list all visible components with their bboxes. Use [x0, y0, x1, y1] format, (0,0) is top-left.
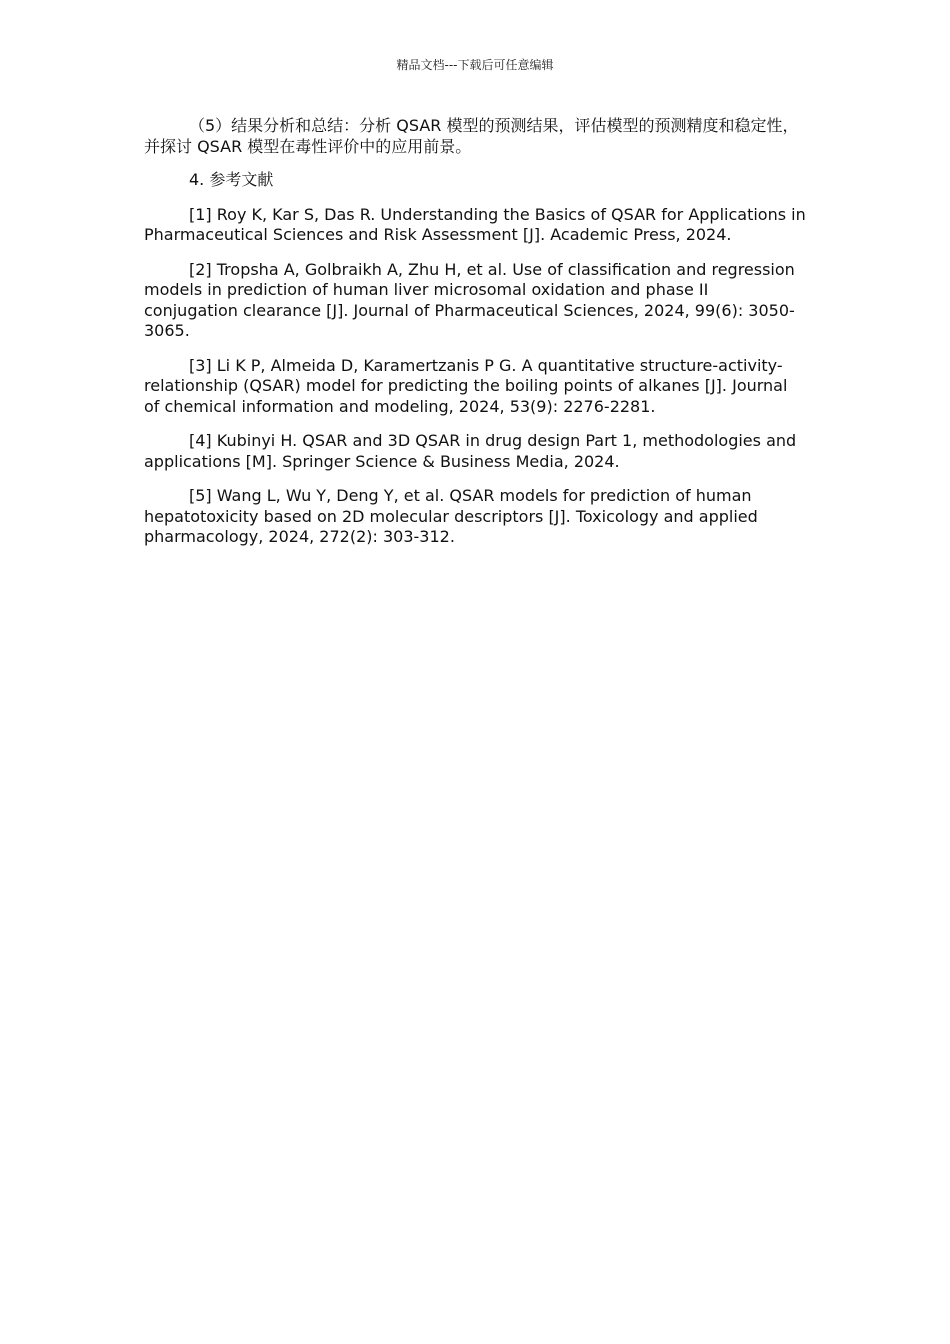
- page-header: 精品文档---下载后可任意编辑: [396, 58, 554, 72]
- references-heading: 4. 参考文献: [189, 170, 274, 189]
- reference-item: [3] Li K P, Almeida D, Karamertzanis P G. A quantitative structure-activity-relationship (QSAR) model for predicting the boiling points of alkanes [J]. Journal of chemical information and modeling, 2024, 53(9): 2276-2281.: [144, 355, 788, 416]
- reference-item: [1] Roy K, Kar S, Das R. Understanding the Basics of QSAR for Applications in Pharmaceutical Sciences and Risk Assessment [J]. Academic Press, 2024.: [144, 204, 806, 244]
- reference-item: [5] Wang L, Wu Y, Deng Y, et al. QSAR models for prediction of human hepatotoxicity based on 2D molecular descriptors [J]. Toxicology and applied pharmacology, 2024, 272(2): 303-312.: [144, 486, 758, 546]
- step-5-paragraph: （5）结果分析和总结：分析 QSAR 模型的预测结果，评估模型的预测精度和稳定性，并探讨 QSAR 模型在毒性评价中的应用前景。: [144, 116, 799, 156]
- reference-item: [2] Tropsha A, Golbraikh A, Zhu H, et al. Use of classification and regression models in prediction of human liver microsomal oxidation and phase II conjugation clearance [J]. Journal of Pharmaceutical Sciences, 2024, 99(6): 3050-3065.: [144, 259, 795, 340]
- document-body: [144, 116, 806, 562]
- reference-item: [4] Kubinyi H. QSAR and 3D QSAR in drug design Part 1, methodologies and applications [M]. Springer Science & Business Media, 2024.: [144, 431, 797, 471]
